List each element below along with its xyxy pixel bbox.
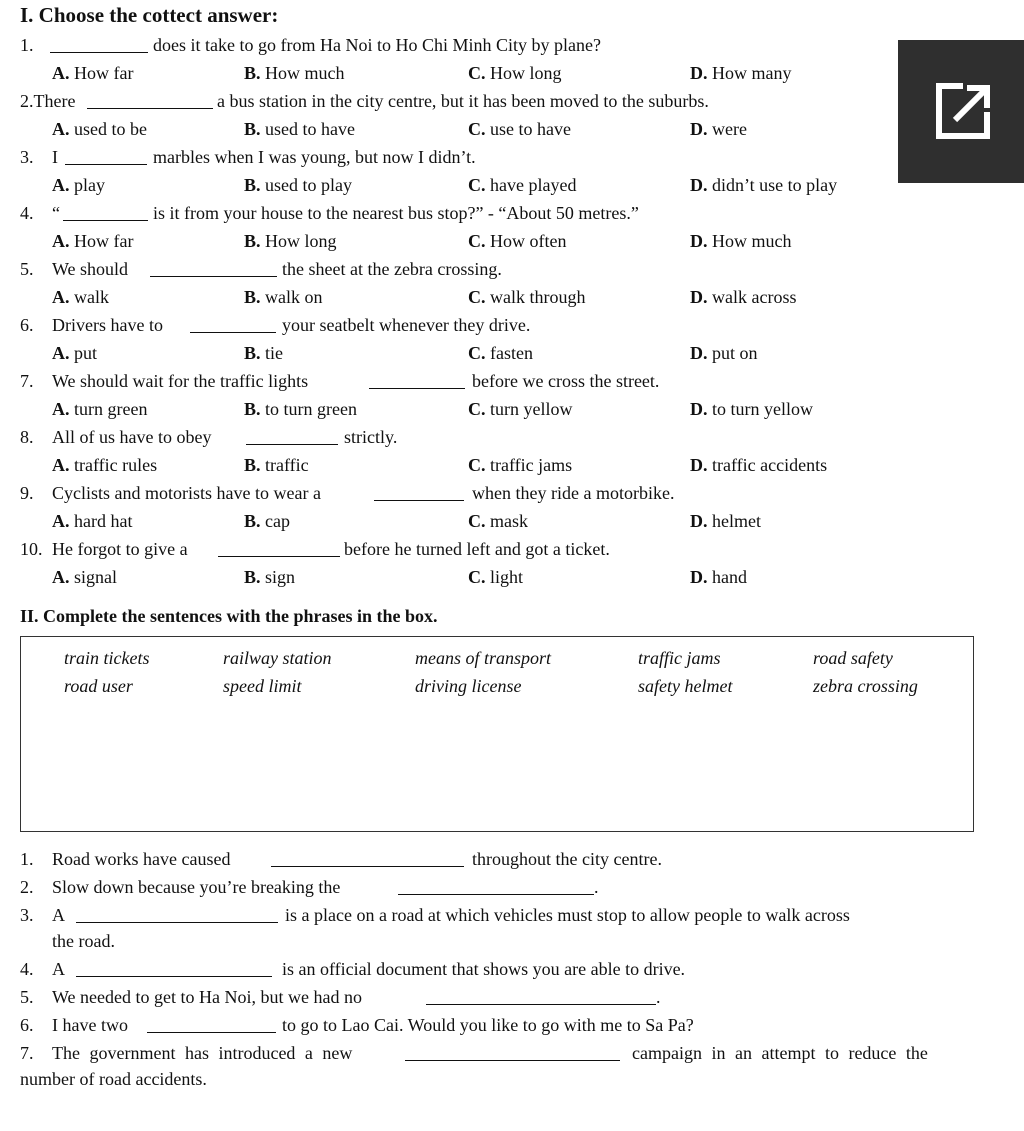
answer-option[interactable] xyxy=(244,62,345,84)
answer-option[interactable] xyxy=(244,174,352,196)
sentence-continuation: number of road accidents. xyxy=(20,1069,207,1089)
expand-overlay[interactable] xyxy=(898,40,1024,183)
option-text: didn’t use to play xyxy=(712,175,838,195)
sentence-text-before: The government has introduced a new xyxy=(52,1043,353,1063)
option-text: mask xyxy=(490,511,528,531)
answer-option[interactable] xyxy=(690,230,792,252)
phrase: train tickets xyxy=(64,648,150,668)
option-letter: A. xyxy=(52,343,70,363)
option-letter: C. xyxy=(468,287,486,307)
question-number: 7. xyxy=(20,371,34,391)
option-text: How far xyxy=(74,63,134,83)
option-text: helmet xyxy=(712,511,761,531)
question-text-before: Drivers have to xyxy=(52,315,163,335)
option-letter: C. xyxy=(468,119,486,139)
sentence-text-after: to go to Lao Cai. Would you like to go with me to Sa Pa? xyxy=(282,1015,694,1035)
sentence-text-after: campaign in an attempt to reduce the xyxy=(632,1043,928,1063)
question-text-after: strictly. xyxy=(344,427,398,447)
phrase: driving license xyxy=(415,676,522,696)
section-1-title: I. Choose the cottect answer: xyxy=(20,3,279,27)
option-text: How many xyxy=(712,63,792,83)
answer-option[interactable] xyxy=(690,510,761,532)
option-text: How long xyxy=(265,231,337,251)
option-letter: A. xyxy=(52,231,70,251)
answer-option[interactable] xyxy=(244,286,323,308)
answer-option[interactable] xyxy=(690,118,747,140)
answer-option[interactable] xyxy=(244,342,283,364)
option-letter: A. xyxy=(52,511,70,531)
question-number: 2.There xyxy=(20,91,76,111)
option-text: traffic rules xyxy=(74,455,158,475)
option-text: How much xyxy=(265,63,345,83)
question-number: 1. xyxy=(20,35,34,55)
answer-option[interactable] xyxy=(244,566,295,588)
option-letter: A. xyxy=(52,455,70,475)
phrase: zebra crossing xyxy=(813,676,918,696)
phrase: speed limit xyxy=(223,676,302,696)
answer-option[interactable] xyxy=(690,342,758,364)
option-text: used to play xyxy=(265,175,353,195)
question-text-after: does it take to go from Ha Noi to Ho Chi Minh City by plane? xyxy=(153,35,601,55)
answer-option[interactable] xyxy=(468,118,571,140)
question-text-after: before he turned left and got a ticket. xyxy=(344,539,610,559)
option-letter: D. xyxy=(690,455,708,475)
option-letter: D. xyxy=(690,231,708,251)
answer-option[interactable] xyxy=(52,118,147,140)
question-text-after: when they ride a motorbike. xyxy=(472,483,675,503)
option-letter: C. xyxy=(468,175,486,195)
option-text: put on xyxy=(712,343,758,363)
option-text: traffic xyxy=(265,455,309,475)
option-text: turn yellow xyxy=(490,399,573,419)
question-text-before: Cyclists and motorists have to wear a xyxy=(52,483,321,503)
option-text: tie xyxy=(265,343,284,363)
sentence-text-before: A xyxy=(52,905,65,925)
option-text: used to have xyxy=(265,119,355,139)
fill-blank[interactable] xyxy=(426,990,656,1005)
option-letter: A. xyxy=(52,287,70,307)
fill-blank[interactable] xyxy=(398,880,594,895)
option-letter: B. xyxy=(244,231,261,251)
sentence-number: 7. xyxy=(20,1043,34,1063)
option-text: fasten xyxy=(490,343,533,363)
phrase: traffic jams xyxy=(638,648,721,668)
option-text: used to be xyxy=(74,119,147,139)
answer-blank[interactable] xyxy=(190,318,276,333)
question-text-after: your seatbelt whenever they drive. xyxy=(282,315,531,335)
option-letter: B. xyxy=(244,399,261,419)
sentence-number: 2. xyxy=(20,877,34,897)
answer-option[interactable] xyxy=(244,398,357,420)
option-letter: D. xyxy=(690,63,708,83)
option-text: How far xyxy=(74,231,134,251)
option-text: have played xyxy=(490,175,577,195)
option-text: hand xyxy=(712,567,747,587)
sentence-text-before: Road works have caused xyxy=(52,849,231,869)
answer-option[interactable] xyxy=(468,174,576,196)
fill-blank[interactable] xyxy=(271,852,464,867)
answer-option[interactable] xyxy=(52,286,109,308)
option-letter: B. xyxy=(244,567,261,587)
option-letter: B. xyxy=(244,511,261,531)
answer-option[interactable] xyxy=(52,566,117,588)
fill-blank[interactable] xyxy=(76,962,272,977)
answer-option[interactable] xyxy=(244,454,309,476)
sentence-number: 1. xyxy=(20,849,34,869)
answer-option[interactable] xyxy=(468,566,523,588)
option-letter: D. xyxy=(690,399,708,419)
question-text-after: is it from your house to the nearest bus stop?” - “About 50 metres.” xyxy=(153,203,639,223)
answer-option[interactable] xyxy=(690,398,813,420)
option-text: walk on xyxy=(265,287,323,307)
option-letter: C. xyxy=(468,343,486,363)
option-letter: D. xyxy=(690,119,708,139)
option-text: were xyxy=(712,119,747,139)
sentence-text-before: Slow down because you’re breaking the xyxy=(52,877,341,897)
phrase: means of transport xyxy=(415,648,552,668)
option-letter: D. xyxy=(690,287,708,307)
option-letter: C. xyxy=(468,511,486,531)
answer-blank[interactable] xyxy=(374,486,464,501)
answer-option[interactable] xyxy=(52,342,97,364)
sentence-text-after: is a place on a road at which vehicles must stop to allow people to walk across xyxy=(285,905,850,925)
option-text: traffic jams xyxy=(490,455,573,475)
option-text: cap xyxy=(265,511,290,531)
sentence-text-after: . xyxy=(594,877,599,897)
option-text: turn green xyxy=(74,399,148,419)
option-text: walk through xyxy=(490,287,586,307)
answer-option[interactable] xyxy=(468,510,528,532)
answer-option[interactable] xyxy=(468,454,572,476)
answer-option[interactable] xyxy=(690,566,747,588)
option-letter: D. xyxy=(690,567,708,587)
option-letter: B. xyxy=(244,119,261,139)
sentence-text-after: is an official document that shows you are able to drive. xyxy=(282,959,686,979)
question-number: 4. xyxy=(20,203,34,223)
answer-option[interactable] xyxy=(468,230,566,252)
option-text: walk across xyxy=(712,287,797,307)
option-letter: B. xyxy=(244,287,261,307)
option-text: to turn green xyxy=(265,399,357,419)
option-text: to turn yellow xyxy=(712,399,813,419)
question-number: 8. xyxy=(20,427,34,447)
question-number: 9. xyxy=(20,483,34,503)
answer-blank[interactable] xyxy=(65,150,147,165)
option-letter: C. xyxy=(468,63,486,83)
option-text: light xyxy=(490,567,524,587)
answer-blank[interactable] xyxy=(150,262,277,277)
question-text-before: All of us have to obey xyxy=(52,427,212,447)
phrase: safety helmet xyxy=(638,676,733,696)
option-letter: B. xyxy=(244,63,261,83)
answer-option[interactable] xyxy=(52,174,105,196)
option-text: How much xyxy=(712,231,792,251)
sentence-continuation: the road. xyxy=(52,931,115,951)
sentence-text-before: We needed to get to Ha Noi, but we had no xyxy=(52,987,362,1007)
option-text: use to have xyxy=(490,119,571,139)
answer-blank[interactable] xyxy=(218,542,340,557)
sentence-text-before: A xyxy=(52,959,65,979)
option-text: sign xyxy=(265,567,296,587)
answer-option[interactable] xyxy=(468,62,562,84)
answer-option[interactable] xyxy=(244,230,337,252)
option-text: traffic accidents xyxy=(712,455,828,475)
question-text-after: before we cross the street. xyxy=(472,371,660,391)
question-text-before: He forgot to give a xyxy=(52,539,188,559)
question-text-after: the sheet at the zebra crossing. xyxy=(282,259,502,279)
option-letter: B. xyxy=(244,343,261,363)
fill-blank[interactable] xyxy=(147,1018,276,1033)
answer-option[interactable] xyxy=(468,342,533,364)
option-letter: A. xyxy=(52,175,70,195)
option-letter: C. xyxy=(468,231,486,251)
question-text-before: I xyxy=(52,147,58,167)
option-letter: A. xyxy=(52,399,70,419)
answer-blank[interactable] xyxy=(50,38,148,53)
answer-option[interactable] xyxy=(52,454,157,476)
answer-option[interactable] xyxy=(52,62,133,84)
question-number: 6. xyxy=(20,315,34,335)
sentence-number: 3. xyxy=(20,905,34,925)
answer-option[interactable] xyxy=(468,398,573,420)
answer-option[interactable] xyxy=(244,510,290,532)
section-2-title: II. Complete the sentences with the phrases in the box. xyxy=(20,606,438,626)
question-text-after: marbles when I was young, but now I didn’t. xyxy=(153,147,476,167)
answer-blank[interactable] xyxy=(87,94,213,109)
option-letter: A. xyxy=(52,119,70,139)
sentence-text-after: throughout the city centre. xyxy=(472,849,662,869)
phrase: road user xyxy=(64,676,133,696)
question-text-before: We should wait for the traffic lights xyxy=(52,371,309,391)
option-text: How long xyxy=(490,63,562,83)
sentence-number: 4. xyxy=(20,959,34,979)
sentence-number: 5. xyxy=(20,987,34,1007)
question-text-before: We should xyxy=(52,259,129,279)
answer-blank[interactable] xyxy=(246,430,338,445)
question-text-after: a bus station in the city centre, but it has been moved to the suburbs. xyxy=(217,91,709,111)
option-letter: C. xyxy=(468,455,486,475)
option-letter: B. xyxy=(244,455,261,475)
answer-option[interactable] xyxy=(690,174,837,196)
option-letter: D. xyxy=(690,511,708,531)
question-number: 10. xyxy=(20,539,43,559)
option-text: put xyxy=(74,343,98,363)
expand-icon[interactable] xyxy=(933,80,993,142)
answer-option[interactable] xyxy=(244,118,355,140)
phrase: railway station xyxy=(223,648,332,668)
answer-option[interactable] xyxy=(52,398,147,420)
phrase-box xyxy=(20,636,974,832)
option-text: hard hat xyxy=(74,511,133,531)
sentence-text-after: . xyxy=(656,987,661,1007)
option-text: walk xyxy=(74,287,109,307)
option-letter: D. xyxy=(690,343,708,363)
answer-option[interactable] xyxy=(52,510,132,532)
fill-blank[interactable] xyxy=(76,908,278,923)
question-text-before: “ xyxy=(52,203,60,223)
answer-blank[interactable] xyxy=(63,206,148,221)
answer-option[interactable] xyxy=(468,286,585,308)
answer-option[interactable] xyxy=(690,454,827,476)
option-letter: B. xyxy=(244,175,261,195)
option-letter: C. xyxy=(468,567,486,587)
answer-option[interactable] xyxy=(690,286,796,308)
option-letter: A. xyxy=(52,63,70,83)
option-text: How often xyxy=(490,231,567,251)
question-number: 3. xyxy=(20,147,34,167)
option-letter: C. xyxy=(468,399,486,419)
fill-blank[interactable] xyxy=(405,1046,620,1061)
option-text: signal xyxy=(74,567,117,587)
sentence-text-before: I have two xyxy=(52,1015,128,1035)
option-text: play xyxy=(74,175,105,195)
answer-option[interactable] xyxy=(52,230,133,252)
phrase: road safety xyxy=(813,648,893,668)
option-letter: D. xyxy=(690,175,708,195)
answer-option[interactable] xyxy=(690,62,792,84)
sentence-number: 6. xyxy=(20,1015,34,1035)
answer-blank[interactable] xyxy=(369,374,465,389)
question-number: 5. xyxy=(20,259,34,279)
option-letter: A. xyxy=(52,567,70,587)
